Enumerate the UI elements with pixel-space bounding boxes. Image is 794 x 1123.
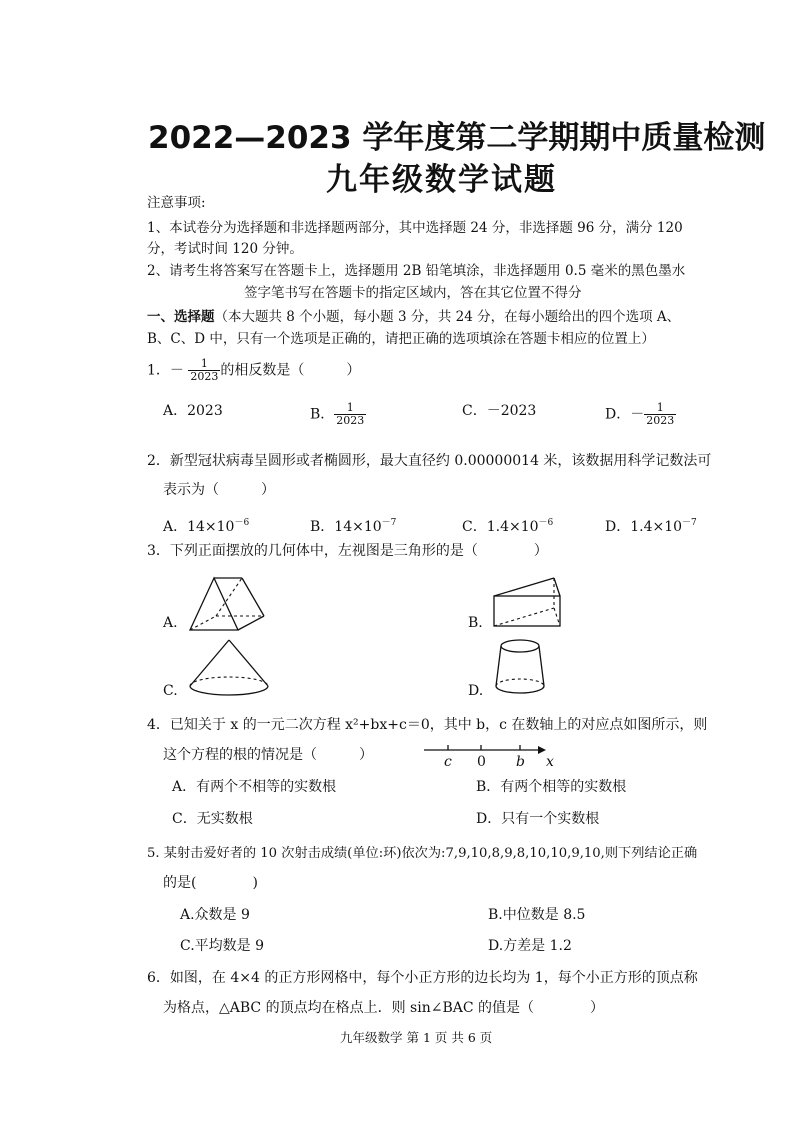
option-text: A．14×10 [163,519,235,535]
option-3a[interactable]: A. [163,615,178,631]
option-text: D．1.4×10 [605,519,683,535]
fraction-denominator: 2023 [646,414,675,427]
exponent: －6 [538,518,554,528]
note-2-line-2: 签字笔书写在答题卡的指定区域内，答在其它位置不得分 [244,285,582,301]
fraction [188,358,220,383]
minus-sign: － [169,362,184,379]
note-1-line-1: 1、本试卷分为选择题和非选择题两部分，其中选择题 24 分，非选择题 96 分，满分 120 [147,220,683,236]
option-4b[interactable]: B．有两个相等的实数根 [476,779,627,795]
fraction [334,402,366,427]
option-1d[interactable] [605,402,676,427]
note-2-line-1: 2、请考生将答案写在答题卡上，选择题用 2B 铅笔填涂，非选择题用 0.5 毫米的黑色墨水 [147,263,686,279]
option-5b[interactable]: B.中位数是 8.5 [488,907,586,923]
axis-label-0: 0 [477,754,486,770]
triangular-prism-lying-figure [492,574,570,630]
question-1-tail: 的相反数是（ ） [220,362,361,379]
cone-figure [186,636,272,698]
option-3b[interactable]: B. [468,615,483,631]
axis-label-x: x [546,754,554,770]
option-1b[interactable] [310,402,366,427]
exponent: －6 [234,518,250,528]
question-number: 1． [147,362,170,379]
note-1-line-2: 分，考试时间 120 分钟。 [147,241,303,257]
question-3-stem: 3．下列正面摆放的几何体中，左视图是三角形的是（ ） [147,543,548,559]
fraction-numerator: 1 [188,358,220,371]
question-4-line-1: 4．已知关于 x 的一元二次方程 x²+bx+c＝0，其中 b，c 在数轴上的对应点如图所示，则 [147,717,708,733]
exam-title: 2022—2023 学年度第二学期期中质量检测 [148,120,766,156]
fraction-numerator: 1 [644,402,676,415]
question-2-line-2: 表示为（ ） [163,482,275,498]
option-5d[interactable]: D.方差是 1.2 [488,938,572,954]
option-5a[interactable]: A.众数是 9 [180,907,250,923]
option-3d[interactable]: D. [468,683,484,699]
question-5-line-1: 5. 某射击爱好者的 10 次射击成绩(单位:环)依次为:7,9,10,8,9,8,10,10,9,10,则下列结论正确 [147,846,698,861]
option-2d[interactable] [605,514,697,536]
exam-subtitle: 九年级数学试题 [326,162,557,198]
option-4a[interactable]: A．有两个不相等的实数根 [172,779,337,795]
question-5-line-2: 的是( ) [163,875,258,891]
question-1-stem [147,358,360,383]
notes-heading: 注意事项: [147,195,206,211]
section-1-label: 一、选择题 [147,309,215,325]
option-2b[interactable] [310,514,396,536]
question-4-line-2: 这个方程的根的情况是（ ） [163,747,373,763]
question-6-line-1: 6．如图，在 4×4 的正方形网格中，每个小正方形的边长均为 1，每个小正方形的顶点称 [147,970,698,986]
option-2c[interactable] [462,514,553,536]
option-3c[interactable]: C. [163,683,178,699]
option-2a[interactable] [163,514,249,536]
option-1a[interactable]: A．2023 [163,403,223,419]
exponent: －7 [682,518,697,528]
fraction-numerator: 1 [334,402,366,415]
option-4c[interactable]: C．无实数根 [172,811,253,827]
section-1-heading [147,308,680,326]
option-1c[interactable]: C．－2023 [462,403,537,419]
fraction [644,402,676,427]
option-text: C．1.4×10 [462,519,539,535]
question-6-line-2: 为格点，△ABC 的顶点均在格点上．则 sin∠BAC 的值是（ ） [163,1000,605,1016]
fraction-denominator: 2023 [336,414,365,427]
page-footer: 九年级数学 第 1 页 共 6 页 [340,1030,493,1045]
axis-label-c: c [444,754,452,770]
frustum-figure [492,636,552,698]
fraction-denominator: 2023 [190,370,219,383]
option-text: B．14×10 [310,519,382,535]
option-4d[interactable]: D．只有一个实数根 [476,811,600,827]
section-1-heading-line-2: B、C、D 中，只有一个选项是正确的，请把正确的选项填涂在答题卡相应的位置上） [147,331,655,347]
triangular-prism-figure [186,572,268,636]
exponent: －7 [381,518,397,528]
question-2-line-1: 2．新型冠状病毒呈圆形或者椭圆形，最大直径约 0.00000014 米，该数据用科学记数法可 [147,453,712,469]
axis-label-b: b [516,754,525,770]
option-5c[interactable]: C.平均数是 9 [180,938,265,954]
option-label: B． [310,406,335,423]
section-1-heading-a: （本大题共 8 个小题，每小题 3 分，共 24 分，在每小题给出的四个选项 A、 [214,309,681,325]
option-label: D．－ [605,406,645,423]
